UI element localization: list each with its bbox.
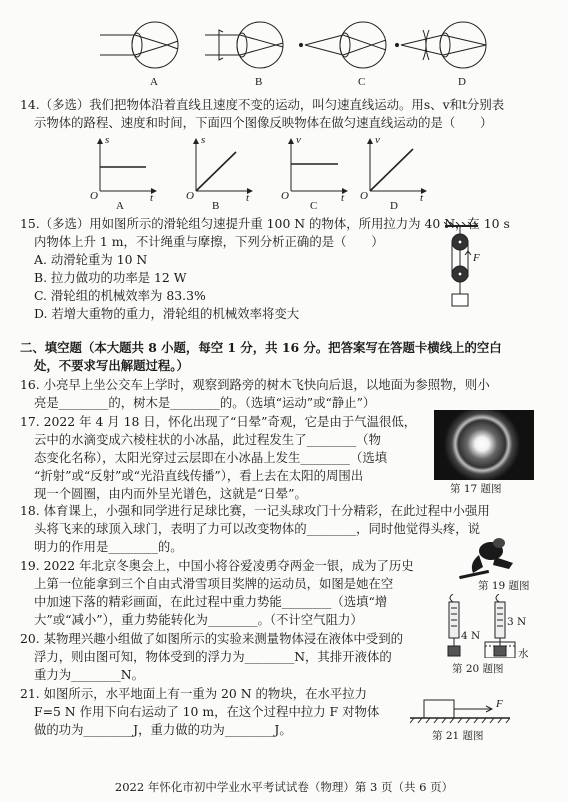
pulley-svg: [440, 222, 500, 312]
right-scale-reading: 3 N: [507, 616, 527, 628]
graph-d-xaxis: t: [420, 192, 424, 204]
graph-a-yaxis: s: [105, 134, 110, 146]
q15-option-c: C. 滑轮组的机械效率为 83.3%: [34, 288, 206, 303]
q17-line5: 现一个圆圈，由内而外呈光谱色，这就是“日晕”。: [34, 486, 307, 501]
q17-figure-caption: 第 17 题图: [450, 483, 502, 495]
q18-line2: 头将飞来的球顶入球门，表明了力可以改变物体的________，同时他觉得头疼，说: [34, 521, 481, 536]
q21-line3: 做的功为________J，重力做的功为________J。: [34, 722, 292, 737]
eye-diagram-b: [205, 22, 283, 68]
pulley-figure: [440, 222, 500, 312]
skier-svg: [455, 535, 525, 583]
q15-line2: 内物体上升 1 m，不计绳重与摩擦，下列分析正确的是（ ）: [34, 234, 384, 249]
page-footer: 2022 年怀化市初中学业水平考试试卷（物理）第 3 页（共 6 页）: [114, 780, 454, 794]
graph-c-yaxis: v: [296, 134, 301, 146]
graph-c: [291, 139, 347, 191]
q20-line3: 重力为________N。: [34, 667, 144, 682]
section2-heading-line1: 二、填空题（本大题共 8 小题，每空 1 分，共 16 分。把答案写在答题卡横线上的空白: [20, 340, 502, 355]
q15-line1: 15.（多选）用如图所示的滑轮组匀速提升重 100 N 的物体，所用拉力为 40 N，在 10 s: [20, 216, 510, 231]
graph-b-yaxis: s: [201, 134, 206, 146]
eye-figures: [95, 10, 495, 92]
q14-graphs-svg: [88, 134, 468, 214]
q18-line1: 18. 体育课上，小强和同学进行足球比赛，一记头球攻门十分精彩，在此过程中小强用: [20, 503, 490, 518]
q20-figure-caption: 第 20 题图: [452, 663, 504, 675]
buoyancy-figure: [435, 594, 545, 658]
q14-line1: 14.（多选）我们把物体沿着直线且速度不变的运动，叫匀速直线运动。用s、v和t分别表: [20, 97, 505, 112]
q17-line4: “折射”或“反射”或“光沿直线传播”），看上去在太阳的周围出: [34, 468, 364, 483]
q21-line2: F=5 N 作用下向右运动了 10 m，在这个过程中拉力 F 对物体: [34, 704, 380, 719]
graph-d-origin: O: [360, 190, 368, 202]
q15-option-b: B. 拉力做功的功率是 12 W: [34, 270, 187, 285]
eye-diagram-a: [100, 22, 178, 68]
eye-label-a: A: [150, 76, 158, 88]
q16-line2: 亮是________的，树木是________的。（选填“运动”或“静止”）: [34, 395, 376, 410]
q14-graphs: [88, 134, 468, 214]
q19-line1: 19. 2022 年北京冬奥会上，中国小将谷爱凌勇夺两金一银，成为了历史: [20, 558, 414, 573]
graph-d-label: D: [390, 200, 398, 212]
q21-figure-caption: 第 21 题图: [432, 730, 484, 742]
block-figure: [410, 696, 510, 726]
graph-a-xaxis: t: [150, 192, 154, 204]
q15-option-d: D. 若增大重物的重力，滑轮组的机械效率将变大: [34, 306, 300, 321]
q21-line1: 21. 如图所示，水平地面上有一重为 20 N 的物块，在水平拉力: [20, 686, 368, 701]
q17-line1: 17. 2022 年 4 月 18 日，怀化出现了“日晕”奇观，它是由于气温很低，: [20, 414, 417, 429]
eye-label-b: B: [255, 76, 263, 88]
q19-line3: 中加速下落的精彩画面，在此过程中重力势能________（选填“增: [34, 594, 388, 609]
section2-heading-line2: 处，不要求写出解题过程。）: [34, 358, 189, 373]
pulley-force-label: F: [473, 252, 480, 264]
graph-a-label: A: [116, 200, 124, 212]
block-force-label: F: [496, 698, 503, 710]
q19-figure-caption: 第 19 题图: [478, 580, 530, 592]
eye-diagram-c: [299, 22, 386, 68]
q16-line1: 16. 小亮早上坐公交车上学时，观察到路旁的树木飞快向后退，以地面为参照物，则小: [20, 377, 490, 392]
graph-c-xaxis: t: [341, 192, 345, 204]
q20-line1: 20. 某物理兴趣小组做了如图所示的实验来测量物体浸在液体中受到的: [20, 631, 403, 646]
graph-d-yaxis: v: [375, 134, 380, 146]
q19-line4: 大”或“减小”），重力势能转化为________。（不计空气阻力）: [34, 612, 363, 627]
q15-option-a: A. 动滑轮重为 10 N: [34, 252, 148, 267]
q14-line2: 示物体的路程、速度和时间，下面四个图像反映物体在做匀速直线运动的是（ ）: [34, 115, 493, 130]
q18-line3: 明力的作用是________的。: [34, 539, 183, 554]
eye-label-c: C: [358, 76, 366, 88]
left-scale-reading: 4 N: [461, 630, 481, 642]
graph-c-origin: O: [281, 190, 289, 202]
skier-photo: [455, 535, 525, 583]
sun-halo-svg: [434, 410, 534, 480]
water-label: 水: [518, 648, 529, 660]
graph-a-origin: O: [90, 190, 98, 202]
q20-line2: 浮力，则由图可知，物体受到的浮力为________N，其排开液体的: [34, 649, 392, 664]
q17-line2: 云中的水滴变成六棱柱状的小冰晶，此过程发生了________（物: [34, 432, 381, 447]
eye-label-d: D: [458, 76, 466, 88]
q19-line2: 上第一位能拿到三个自由式滑雪项目奖牌的运动员，如图是她在空: [34, 576, 394, 591]
sun-halo-photo: [434, 410, 534, 480]
graph-c-label: C: [310, 200, 318, 212]
eye-diagram-d: [395, 22, 486, 68]
graph-b-origin: O: [186, 190, 194, 202]
graph-d: [370, 139, 426, 191]
block-svg: [410, 696, 510, 726]
q17-line3: 态变化名称），太阳光穿过云层即在小冰晶上发生________（选填: [34, 450, 388, 465]
graph-b: [196, 139, 252, 191]
graph-b-xaxis: t: [246, 192, 250, 204]
graph-b-label: B: [212, 200, 220, 212]
graph-a: [100, 139, 156, 191]
